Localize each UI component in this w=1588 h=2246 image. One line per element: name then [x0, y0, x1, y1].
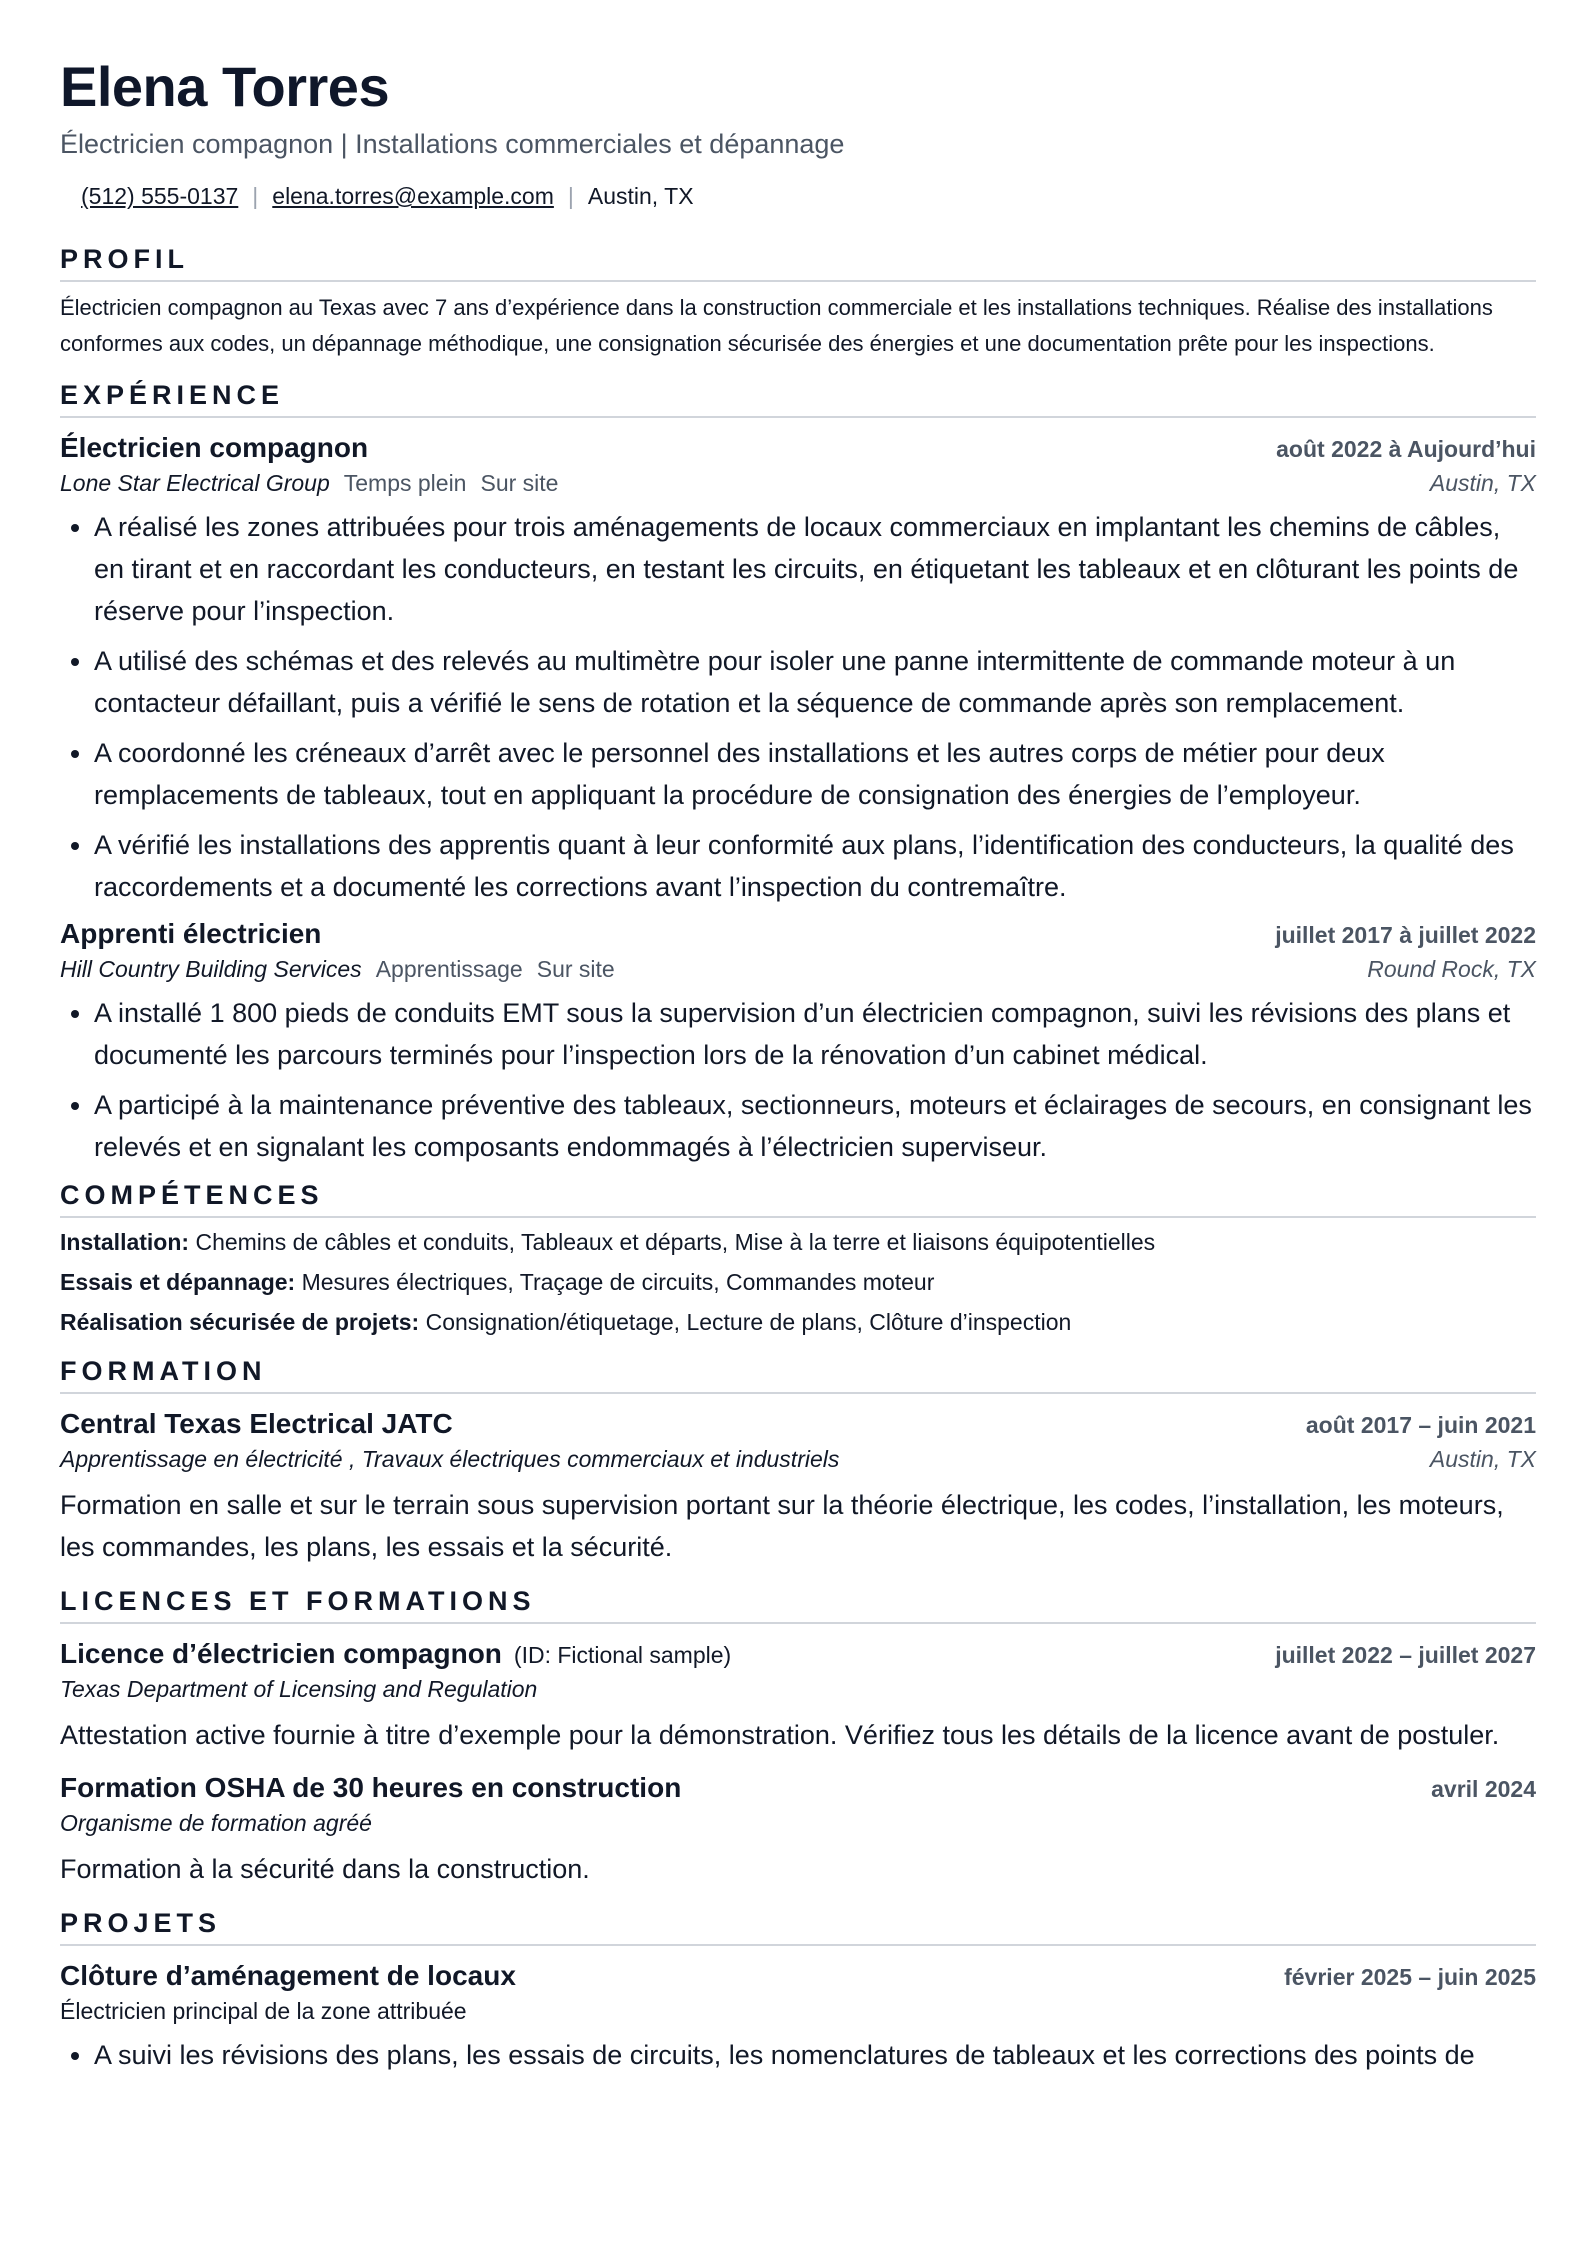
license-id: (ID: Fictional sample) [513, 1642, 732, 1668]
section-title-licenses: LICENCES ET FORMATIONS [60, 1584, 1536, 1624]
job-location: Round Rock, TX [1367, 956, 1536, 982]
skill-values: Mesures électriques, Traçage de circuits, Commandes moteur [301, 1269, 935, 1295]
experience-entry [60, 916, 1536, 1168]
profile-summary: Électricien compagnon au Texas avec 7 ans d’expérience dans la construction commerciale et les installations techniques. Réalise des installations conformes aux codes, un dépannage méthodique, une consignation sécurisée des énergies et une documentation prête pour les inspections. [60, 295, 1493, 356]
job-location: Austin, TX [1429, 470, 1536, 496]
email-link[interactable]: elena.torres@example.com [272, 183, 554, 209]
license-entry [60, 1636, 1536, 1756]
license-name: Formation OSHA de 30 heures en construction [60, 1772, 682, 1803]
bullet-item: • A réalisé les zones attribuées pour trois aménagements de locaux commerciaux en implantant les chemins de câbles, en tirant et en raccordant les conducteurs, en testant les circuits, en étiquetant les tableaux et en clôturant les points de réserve pour l’inspection. [94, 506, 1536, 632]
license-description: Formation à la sécurité dans la construction. [60, 1854, 590, 1884]
bullet-item: • A suivi les révisions des plans, les essais de circuits, les nomenclatures de tableaux et les corrections des points de [94, 2034, 1536, 2076]
work-mode: Sur site [480, 470, 559, 496]
employment-type: Temps plein [343, 470, 467, 496]
bullet-item: • A utilisé des schémas et des relevés au multimètre pour isoler une panne intermittente de commande moteur à un contacteur défaillant, puis a vérifié le sens de rotation et la séquence de commande après son remplacement. [94, 640, 1536, 724]
school-name: Central Texas Electrical JATC [60, 1408, 453, 1439]
education-location: Austin, TX [1429, 1446, 1536, 1472]
candidate-name: Elena Torres [60, 55, 390, 118]
section-title-education: FORMATION [60, 1354, 1536, 1394]
license-entry [60, 1770, 1536, 1890]
bullet-item: • A participé à la maintenance préventive des tableaux, sectionneurs, moteurs et éclairages de secours, en consignant les relevés et en signalant les composants endommagés à l’électricien superviseur. [94, 1084, 1536, 1168]
bullet-item: • A coordonné les créneaux d’arrêt avec le personnel des installations et les autres corps de métier pour deux remplacements de tableaux, tout en appliquant la procédure de consignation des énergies de l’employeur. [94, 732, 1536, 816]
location-text: Austin, TX [587, 183, 694, 209]
candidate-tagline: Électricien compagnon | Installations commerciales et dépannage [60, 129, 845, 159]
company-name: Lone Star Electrical Group [60, 470, 330, 496]
project-bullets [60, 2034, 1536, 2076]
skill-row [60, 1302, 1536, 1342]
license-issuer: Texas Department of Licensing and Regulation [60, 1676, 538, 1702]
project-name: Clôture d’aménagement de locaux [60, 1960, 516, 1991]
skill-category: Installation: [60, 1229, 190, 1255]
license-description: Attestation active fournie à titre d’exemple pour la démonstration. Vérifiez tous les détails de la licence avant de postuler. [60, 1720, 1500, 1750]
job-dates: juillet 2017 à juillet 2022 [1275, 922, 1536, 948]
skills-list [60, 1222, 1536, 1342]
bullet-item: • A installé 1 800 pieds de conduits EMT sous la supervision d’un électricien compagnon, suivi les révisions des plans et documenté les parcours terminés pour l’inspection lors de la rénovation d’un cabinet médical. [94, 992, 1536, 1076]
contact-separator: | [252, 183, 259, 209]
skill-category: Réalisation sécurisée de projets: [60, 1309, 420, 1335]
contact-separator: | [567, 183, 574, 209]
section-title-projects: PROJETS [60, 1906, 1536, 1946]
job-title: Apprenti électricien [60, 918, 322, 949]
education-dates: août 2017 – juin 2021 [1305, 1412, 1536, 1438]
job-bullets [60, 506, 1536, 908]
program-name: Apprentissage en électricité , Travaux électriques commerciaux et industriels [60, 1446, 840, 1472]
company-name: Hill Country Building Services [60, 956, 362, 982]
employment-type: Apprentissage [375, 956, 523, 982]
skill-category: Essais et dépannage: [60, 1269, 296, 1295]
experience-entry [60, 430, 1536, 908]
job-bullets [60, 992, 1536, 1168]
section-title-skills: COMPÉTENCES [60, 1178, 1536, 1218]
license-issuer: Organisme de formation agréé [60, 1810, 372, 1836]
skill-row [60, 1222, 1536, 1262]
resume-page [60, 54, 1536, 2076]
section-title-profile: PROFIL [60, 242, 1536, 282]
license-dates: juillet 2022 – juillet 2027 [1275, 1642, 1536, 1668]
project-role: Électricien principal de la zone attribuée [60, 1998, 467, 2024]
phone-link[interactable]: (512) 555-0137 [81, 183, 239, 209]
skill-row [60, 1262, 1536, 1302]
contact-line [60, 180, 1536, 212]
skill-values: Chemins de câbles et conduits, Tableaux et départs, Mise à la terre et liaisons équipotentielles [195, 1229, 1156, 1255]
license-name: Licence d’électricien compagnon [60, 1638, 502, 1669]
skill-values: Consignation/étiquetage, Lecture de plans, Clôture d’inspection [425, 1309, 1072, 1335]
education-description: Formation en salle et sur le terrain sous supervision portant sur la théorie électrique, les codes, l’installation, les moteurs, les commandes, les plans, les essais et la sécurité. [60, 1490, 1504, 1562]
bullet-item: • A vérifié les installations des apprentis quant à leur conformité aux plans, l’identification des conducteurs, la qualité des raccordements et a documenté les corrections avant l’inspection du contremaître. [94, 824, 1536, 908]
job-dates: août 2022 à Aujourd’hui [1276, 436, 1536, 462]
section-title-experience: EXPÉRIENCE [60, 378, 1536, 418]
license-dates: avril 2024 [1431, 1776, 1536, 1802]
work-mode: Sur site [536, 956, 615, 982]
education-entry [60, 1406, 1536, 1568]
project-entry [60, 1958, 1536, 2076]
job-title: Électricien compagnon [60, 432, 369, 463]
project-dates: février 2025 – juin 2025 [1284, 1964, 1536, 1990]
